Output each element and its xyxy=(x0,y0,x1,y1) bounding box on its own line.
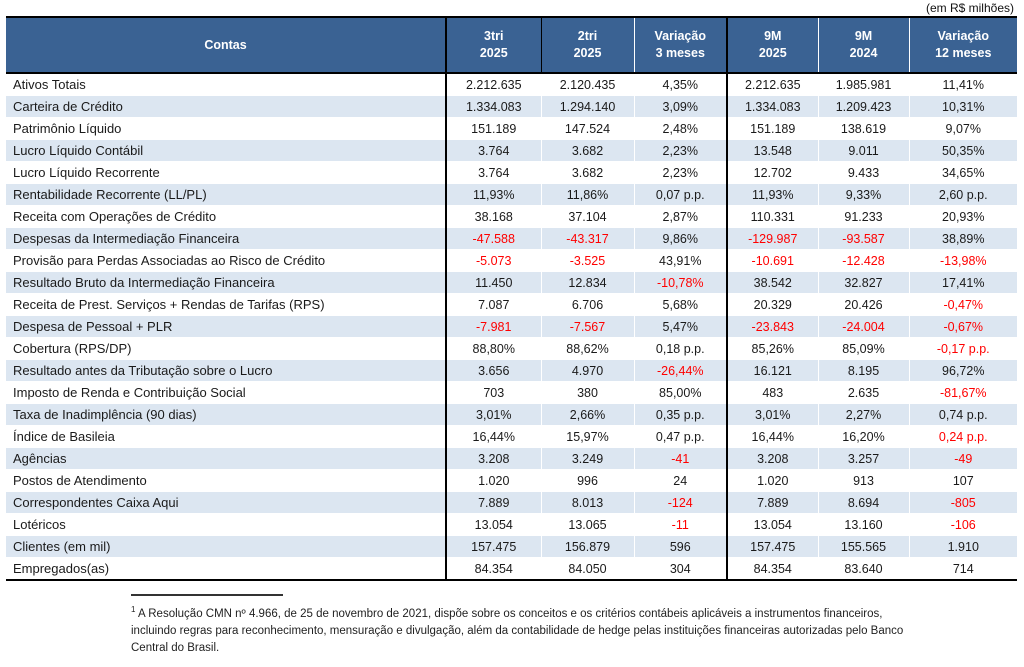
cell-value: 11,86% xyxy=(541,184,634,206)
cell-value: 3.208 xyxy=(446,448,541,470)
table-row xyxy=(6,184,1017,206)
cell-value: -0,17 p.p. xyxy=(909,338,1017,360)
column-header-sublabel: 12 meses xyxy=(935,46,992,60)
column-header-label: 9M xyxy=(854,29,873,44)
cell-value: 0,35 p.p. xyxy=(634,404,727,426)
cell-value: 157.475 xyxy=(446,536,541,558)
cell-value: 20,93% xyxy=(909,206,1017,228)
cell-value: -81,67% xyxy=(909,382,1017,404)
column-header-label: Variação xyxy=(654,29,706,44)
footnote-marker: 1 xyxy=(131,605,136,614)
cell-value: 2,48% xyxy=(634,118,727,140)
column-header-variacao-12-meses xyxy=(909,17,1017,73)
cell-value: 38.168 xyxy=(446,206,541,228)
table-row xyxy=(6,470,1017,492)
column-header-9m-2025 xyxy=(727,17,818,73)
cell-value: 913 xyxy=(818,470,909,492)
table-row xyxy=(6,272,1017,294)
row-label: Taxa de Inadimplência (90 dias) xyxy=(6,404,446,426)
cell-value: 50,35% xyxy=(909,140,1017,162)
cell-value: 156.879 xyxy=(541,536,634,558)
cell-value: 304 xyxy=(634,558,727,581)
cell-value: 13.054 xyxy=(727,514,818,536)
cell-value: -129.987 xyxy=(727,228,818,250)
cell-value: 3.208 xyxy=(727,448,818,470)
row-label: Resultado antes da Tributação sobre o Lucro xyxy=(6,360,446,382)
table-row xyxy=(6,426,1017,448)
table-header xyxy=(6,17,1017,73)
table-body xyxy=(6,73,1017,580)
cell-value: 9,86% xyxy=(634,228,727,250)
cell-value: 2,23% xyxy=(634,162,727,184)
cell-value: 83.640 xyxy=(818,558,909,581)
table-row xyxy=(6,514,1017,536)
cell-value: 380 xyxy=(541,382,634,404)
column-header-sublabel: 2025 xyxy=(479,46,508,60)
cell-value: 4.970 xyxy=(541,360,634,382)
cell-value: -10,78% xyxy=(634,272,727,294)
table-row xyxy=(6,382,1017,404)
column-header-label: 2tri xyxy=(577,29,598,44)
footnote-separator-line xyxy=(131,594,283,596)
cell-value: 85,26% xyxy=(727,338,818,360)
table-row xyxy=(6,294,1017,316)
cell-value: 84.050 xyxy=(541,558,634,581)
cell-value: 24 xyxy=(634,470,727,492)
cell-value: 157.475 xyxy=(727,536,818,558)
cell-value: 9,33% xyxy=(818,184,909,206)
row-label: Postos de Atendimento xyxy=(6,470,446,492)
cell-value: 0,24 p.p. xyxy=(909,426,1017,448)
row-label: Despesa de Pessoal + PLR xyxy=(6,316,446,338)
cell-value: 5,47% xyxy=(634,316,727,338)
cell-value: 2.120.435 xyxy=(541,73,634,96)
cell-value: -23.843 xyxy=(727,316,818,338)
cell-value: 1.910 xyxy=(909,536,1017,558)
cell-value: 155.565 xyxy=(818,536,909,558)
cell-value: 2.635 xyxy=(818,382,909,404)
column-header-3tri-2025 xyxy=(446,17,541,73)
cell-value: 2,66% xyxy=(541,404,634,426)
cell-value: 2,23% xyxy=(634,140,727,162)
table-row xyxy=(6,96,1017,118)
row-label: Lotéricos xyxy=(6,514,446,536)
row-label: Ativos Totais xyxy=(6,73,446,96)
cell-value: -5.073 xyxy=(446,250,541,272)
cell-value: 147.524 xyxy=(541,118,634,140)
column-header-sublabel: 3 meses xyxy=(655,46,705,60)
cell-value: 16,44% xyxy=(727,426,818,448)
cell-value: 96,72% xyxy=(909,360,1017,382)
column-header-label: Variação xyxy=(937,29,989,44)
table-row xyxy=(6,118,1017,140)
cell-value: -13,98% xyxy=(909,250,1017,272)
cell-value: 13.065 xyxy=(541,514,634,536)
column-header-label: Contas xyxy=(204,37,247,52)
cell-value: -805 xyxy=(909,492,1017,514)
financial-results-table xyxy=(6,16,1017,581)
cell-value: 8.013 xyxy=(541,492,634,514)
cell-value: 7.087 xyxy=(446,294,541,316)
cell-value: 5,68% xyxy=(634,294,727,316)
cell-value: 10,31% xyxy=(909,96,1017,118)
cell-value: 0,74 p.p. xyxy=(909,404,1017,426)
table-row xyxy=(6,228,1017,250)
cell-value: 88,80% xyxy=(446,338,541,360)
cell-value: 9.011 xyxy=(818,140,909,162)
row-label: Empregados(as) xyxy=(6,558,446,581)
cell-value: -93.587 xyxy=(818,228,909,250)
row-label: Cobertura (RPS/DP) xyxy=(6,338,446,360)
cell-value: 85,00% xyxy=(634,382,727,404)
cell-value: 88,62% xyxy=(541,338,634,360)
cell-value: 1.020 xyxy=(446,470,541,492)
cell-value: 43,91% xyxy=(634,250,727,272)
row-label: Receita com Operações de Crédito xyxy=(6,206,446,228)
cell-value: 110.331 xyxy=(727,206,818,228)
column-header-variacao-3-meses xyxy=(634,17,727,73)
cell-value: -106 xyxy=(909,514,1017,536)
cell-value: 483 xyxy=(727,382,818,404)
cell-value: -49 xyxy=(909,448,1017,470)
cell-value: 7.889 xyxy=(446,492,541,514)
cell-value: 107 xyxy=(909,470,1017,492)
cell-value: 996 xyxy=(541,470,634,492)
row-label: Carteira de Crédito xyxy=(6,96,446,118)
table-row xyxy=(6,536,1017,558)
cell-value: 2,60 p.p. xyxy=(909,184,1017,206)
cell-value: 37.104 xyxy=(541,206,634,228)
cell-value: 3.249 xyxy=(541,448,634,470)
cell-value: 13.054 xyxy=(446,514,541,536)
cell-value: 34,65% xyxy=(909,162,1017,184)
cell-value: 138.619 xyxy=(818,118,909,140)
cell-value: 20.329 xyxy=(727,294,818,316)
unit-label: (em R$ milhões) xyxy=(925,1,1014,15)
table-row xyxy=(6,492,1017,514)
cell-value: 38,89% xyxy=(909,228,1017,250)
cell-value: 32.827 xyxy=(818,272,909,294)
cell-value: 11,41% xyxy=(909,73,1017,96)
cell-value: 4,35% xyxy=(634,73,727,96)
footnote-body: A Resolução CMN nº 4.966, de 25 de novembro de 2021, dispõe sobre os conceitos e os critérios contábeis aplicáveis a instrumentos financeiros, incluindo regras para reconhecimento, mensuração e divulgação, além da contabilidade de hedge pelas instituições financeiras autorizadas pelo Banco Central do Brasil. xyxy=(131,607,904,655)
table-row xyxy=(6,316,1017,338)
cell-value: -124 xyxy=(634,492,727,514)
cell-value: 12.702 xyxy=(727,162,818,184)
cell-value: 84.354 xyxy=(727,558,818,581)
cell-value: -26,44% xyxy=(634,360,727,382)
cell-value: 16,44% xyxy=(446,426,541,448)
footnote xyxy=(131,594,921,658)
cell-value: -3.525 xyxy=(541,250,634,272)
cell-value: 1.209.423 xyxy=(818,96,909,118)
cell-value: 714 xyxy=(909,558,1017,581)
cell-value: 91.233 xyxy=(818,206,909,228)
cell-value: 596 xyxy=(634,536,727,558)
cell-value: 16.121 xyxy=(727,360,818,382)
table-row xyxy=(6,558,1017,581)
cell-value: 2.212.635 xyxy=(727,73,818,96)
table-row xyxy=(6,250,1017,272)
cell-value: 0,47 p.p. xyxy=(634,426,727,448)
column-header-sublabel: 2025 xyxy=(573,46,602,60)
cell-value: -11 xyxy=(634,514,727,536)
cell-value: 13.160 xyxy=(818,514,909,536)
row-label: Provisão para Perdas Associadas ao Risco de Crédito xyxy=(6,250,446,272)
cell-value: 15,97% xyxy=(541,426,634,448)
column-header-label: 9M xyxy=(764,29,782,44)
cell-value: 0,07 p.p. xyxy=(634,184,727,206)
cell-value: -0,67% xyxy=(909,316,1017,338)
cell-value: 2,87% xyxy=(634,206,727,228)
table-row xyxy=(6,140,1017,162)
cell-value: 3,09% xyxy=(634,96,727,118)
row-label: Resultado Bruto da Intermediação Financeira xyxy=(6,272,446,294)
cell-value: 151.189 xyxy=(446,118,541,140)
cell-value: 13.548 xyxy=(727,140,818,162)
cell-value: 1.020 xyxy=(727,470,818,492)
cell-value: 84.354 xyxy=(446,558,541,581)
cell-value: 8.694 xyxy=(818,492,909,514)
cell-value: 20.426 xyxy=(818,294,909,316)
table-row xyxy=(6,448,1017,470)
row-label: Receita de Prest. Serviços + Rendas de Tarifas (RPS) xyxy=(6,294,446,316)
cell-value: 11,93% xyxy=(446,184,541,206)
cell-value: 3,01% xyxy=(446,404,541,426)
cell-value: 2.212.635 xyxy=(446,73,541,96)
cell-value: 1.294.140 xyxy=(541,96,634,118)
cell-value: -7.567 xyxy=(541,316,634,338)
cell-value: 3.764 xyxy=(446,140,541,162)
cell-value: 3.257 xyxy=(818,448,909,470)
column-header-sublabel: 2024 xyxy=(849,46,878,60)
column-header-label: 3tri xyxy=(484,29,504,44)
table-row xyxy=(6,73,1017,96)
cell-value: -12.428 xyxy=(818,250,909,272)
cell-value: -0,47% xyxy=(909,294,1017,316)
cell-value: -10.691 xyxy=(727,250,818,272)
column-header-9m-2024 xyxy=(818,17,909,73)
cell-value: 1.334.083 xyxy=(446,96,541,118)
table-row xyxy=(6,338,1017,360)
cell-value: 0,18 p.p. xyxy=(634,338,727,360)
column-header-2tri-2025 xyxy=(541,17,634,73)
cell-value: 11,93% xyxy=(727,184,818,206)
footnote-text xyxy=(131,604,921,658)
table-row xyxy=(6,404,1017,426)
cell-value: 17,41% xyxy=(909,272,1017,294)
table-row xyxy=(6,162,1017,184)
table-row xyxy=(6,206,1017,228)
cell-value: 9,07% xyxy=(909,118,1017,140)
cell-value: 3.656 xyxy=(446,360,541,382)
column-header-contas xyxy=(6,17,446,73)
cell-value: -24.004 xyxy=(818,316,909,338)
row-label: Índice de Basileia xyxy=(6,426,446,448)
cell-value: -47.588 xyxy=(446,228,541,250)
cell-value: 16,20% xyxy=(818,426,909,448)
row-label: Lucro Líquido Contábil xyxy=(6,140,446,162)
cell-value: 85,09% xyxy=(818,338,909,360)
cell-value: 1.334.083 xyxy=(727,96,818,118)
cell-value: 3.682 xyxy=(541,162,634,184)
cell-value: 151.189 xyxy=(727,118,818,140)
row-label: Despesas da Intermediação Financeira xyxy=(6,228,446,250)
cell-value: 3.682 xyxy=(541,140,634,162)
row-label: Lucro Líquido Recorrente xyxy=(6,162,446,184)
cell-value: 3,01% xyxy=(727,404,818,426)
row-label: Patrimônio Líquido xyxy=(6,118,446,140)
cell-value: 38.542 xyxy=(727,272,818,294)
cell-value: 703 xyxy=(446,382,541,404)
row-label: Rentabilidade Recorrente (LL/PL) xyxy=(6,184,446,206)
column-header-sublabel: 2025 xyxy=(758,46,787,60)
row-label: Clientes (em mil) xyxy=(6,536,446,558)
cell-value: 3.764 xyxy=(446,162,541,184)
row-label: Correspondentes Caixa Aqui xyxy=(6,492,446,514)
cell-value: 12.834 xyxy=(541,272,634,294)
cell-value: 8.195 xyxy=(818,360,909,382)
cell-value: -43.317 xyxy=(541,228,634,250)
cell-value: -7.981 xyxy=(446,316,541,338)
cell-value: 1.985.981 xyxy=(818,73,909,96)
row-label: Imposto de Renda e Contribuição Social xyxy=(6,382,446,404)
cell-value: 7.889 xyxy=(727,492,818,514)
cell-value: -41 xyxy=(634,448,727,470)
header-row xyxy=(6,17,1017,73)
cell-value: 9.433 xyxy=(818,162,909,184)
row-label: Agências xyxy=(6,448,446,470)
cell-value: 11.450 xyxy=(446,272,541,294)
table-row xyxy=(6,360,1017,382)
cell-value: 6.706 xyxy=(541,294,634,316)
cell-value: 2,27% xyxy=(818,404,909,426)
